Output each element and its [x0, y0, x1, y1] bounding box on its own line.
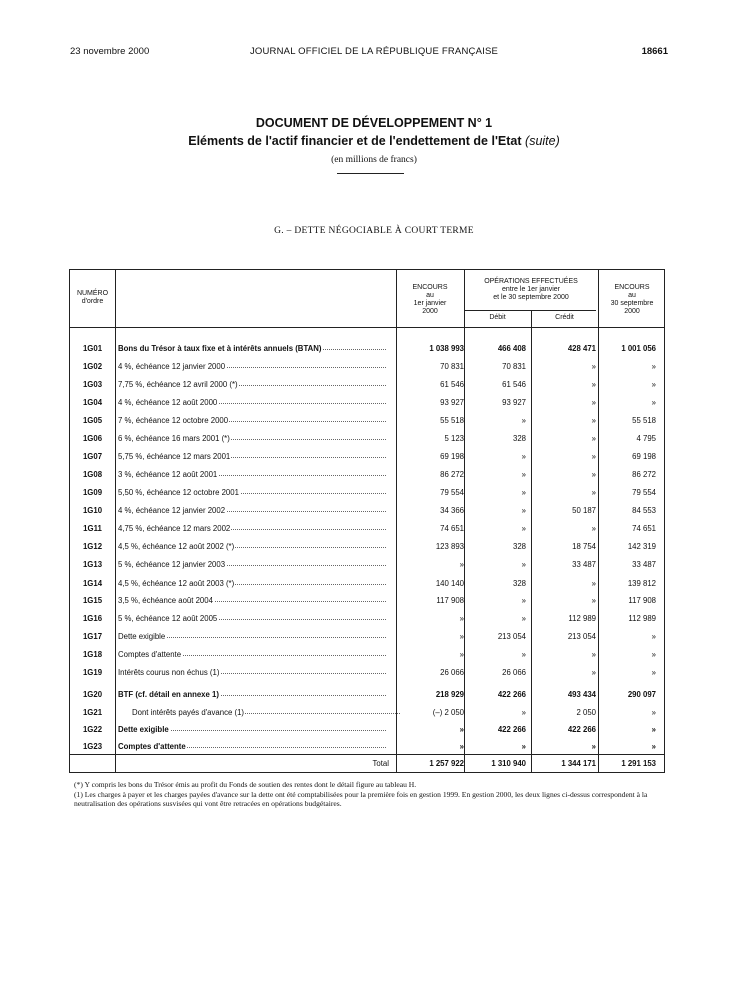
cell-encours: 34 366 [440, 506, 464, 515]
cell-credit: » [591, 398, 596, 407]
cell-encours: 1 038 993 [429, 344, 464, 353]
cell-debit: 61 546 [502, 380, 526, 389]
header-credit: Crédit [555, 314, 574, 321]
row-code: 1G07 [82, 452, 103, 461]
table-row [70, 395, 666, 412]
cell-credit: » [591, 742, 596, 751]
header-encours-fin-line: 2000 [624, 308, 640, 315]
row-label: 4,5 %, échéance 12 août 2002 (*) [118, 542, 386, 551]
row-code: 1G10 [82, 506, 103, 515]
cell-encours: 26 066 [440, 668, 464, 677]
table-row [70, 521, 666, 538]
header-numero [70, 290, 115, 306]
row-code: 1G17 [82, 632, 103, 641]
cell-credit: 33 487 [572, 560, 596, 569]
header-encours-fin-line: ENCOURS [614, 284, 650, 291]
cell-encours-fin: » [651, 362, 656, 371]
table-row [70, 467, 666, 484]
header-encours-debut-line: 2000 [422, 308, 438, 315]
cell-encours-fin: 142 319 [627, 542, 656, 551]
cell-encours: 93 927 [440, 398, 464, 407]
cell-encours: 123 893 [435, 542, 464, 551]
row-code: 1G05 [82, 416, 103, 425]
header-journal-title: JOURNAL OFFICIEL DE LA RÉPUBLIQUE FRANÇAISE [249, 46, 499, 57]
table-row [70, 539, 666, 556]
table-row [70, 413, 666, 430]
cell-debit: » [521, 596, 526, 605]
row-code: 1G11 [83, 524, 102, 533]
row-code: 1G15 [82, 596, 103, 605]
cell-encours-fin: 112 989 [628, 614, 656, 623]
cell-encours-fin: » [651, 380, 656, 389]
row-label: Comptes d'attente [118, 742, 386, 751]
cell-encours-fin: » [651, 668, 656, 677]
section-heading: G. – DETTE NÉGOCIABLE À COURT TERME [274, 226, 474, 236]
table-row [70, 647, 666, 664]
header-encours-fin [598, 284, 666, 316]
cell-encours: » [459, 560, 464, 569]
row-code: 1G06 [82, 434, 103, 443]
cell-debit: 213 054 [497, 632, 526, 641]
row-label: Dont intérêts payés d'avance (1) [132, 708, 400, 717]
cell-encours: » [459, 632, 464, 641]
cell-credit: » [591, 380, 596, 389]
row-code: 1G22 [82, 725, 103, 734]
cell-encours: 79 554 [440, 488, 464, 497]
cell-debit: » [521, 452, 526, 461]
header-numero-line: NUMÉRO [76, 290, 109, 297]
header-debit: Débit [489, 314, 506, 321]
document-subtitle-suffix: (suite) [525, 134, 560, 148]
row-label: Comptes d'attente [118, 650, 386, 659]
row-code: 1G14 [82, 579, 103, 588]
row-label: 7 %, échéance 12 octobre 2000 [118, 416, 386, 425]
cell-encours-fin: 1 001 056 [621, 344, 656, 353]
cell-encours: 86 272 [440, 470, 464, 479]
total-debit: 1 310 940 [491, 759, 526, 768]
cell-encours-fin: » [651, 632, 656, 641]
row-label: 7,75 %, échéance 12 avril 2000 (*) [118, 380, 386, 389]
total-encours-fin: 1 291 153 [621, 759, 656, 768]
table-row [70, 665, 666, 682]
cell-credit: 112 989 [568, 614, 596, 623]
cell-encours: (–) 2 050 [432, 708, 464, 717]
table-row [70, 593, 666, 610]
cell-encours-fin: » [651, 742, 656, 751]
table-row [70, 629, 666, 646]
row-label: Intérêts courus non échus (1) [118, 668, 386, 677]
table-row [70, 431, 666, 448]
table-row [70, 449, 666, 466]
cell-debit: » [521, 560, 526, 569]
cell-encours: 55 518 [440, 416, 464, 425]
cell-debit: 328 [512, 579, 526, 588]
cell-debit: 422 266 [497, 725, 526, 734]
header-divider [70, 327, 664, 328]
cell-encours-fin: 33 487 [632, 560, 656, 569]
cell-encours-fin: 69 198 [632, 452, 656, 461]
cell-encours: » [459, 725, 464, 734]
cell-encours-fin: 86 272 [632, 470, 656, 479]
cell-encours-fin: 74 651 [632, 524, 656, 533]
header-page-number: 18661 [641, 46, 668, 57]
table-row [70, 722, 666, 739]
row-label: 3 %, échéance 12 août 2001 [118, 470, 386, 479]
footnote: (*) Y compris les bons du Trésor émis au profit du Fonds de soutien des rentes dont le détail figure au tableau H. [74, 780, 417, 789]
header-operations-line: entre le 1er janvier [502, 286, 560, 293]
cell-encours: 218 929 [435, 690, 464, 699]
header-encours-fin-line: au [628, 292, 636, 299]
cell-debit: 26 066 [502, 668, 526, 677]
table-row [70, 576, 666, 593]
header-encours-fin-line: 30 septembre [610, 300, 654, 307]
cell-encours-fin: 55 518 [632, 416, 656, 425]
cell-debit: » [521, 470, 526, 479]
row-code: 1G18 [82, 650, 103, 659]
table-row [70, 377, 666, 394]
total-label: Total [372, 759, 389, 768]
row-label: BTF (cf. détail en annexe 1) [118, 690, 386, 699]
cell-encours: 140 140 [435, 579, 464, 588]
row-code: 1G12 [82, 542, 103, 551]
document-subtitle [0, 134, 748, 148]
total-encours: 1 257 922 [429, 759, 464, 768]
table-row [70, 705, 666, 722]
cell-credit: » [591, 579, 596, 588]
title-divider [337, 173, 404, 174]
row-label: Bons du Trésor à taux fixe et à intérêts annuels (BTAN) [118, 344, 386, 353]
cell-debit: » [521, 708, 526, 717]
cell-credit: 2 050 [576, 708, 596, 717]
row-label: 5,50 %, échéance 12 octobre 2001 [118, 488, 386, 497]
header-operations [464, 278, 598, 302]
cell-credit: 493 434 [567, 690, 596, 699]
document-subtitle-text: Eléments de l'actif financier et de l'endettement de l'Etat [188, 134, 522, 148]
cell-encours-fin: » [651, 650, 656, 659]
cell-debit: 328 [512, 434, 526, 443]
row-label: 3,5 %, échéance août 2004 [118, 596, 386, 605]
total-row [70, 756, 666, 773]
table-row [70, 485, 666, 502]
row-code: 1G13 [82, 560, 103, 569]
cell-encours-fin: 290 097 [627, 690, 656, 699]
cell-credit: 428 471 [567, 344, 596, 353]
cell-debit: 466 408 [497, 344, 526, 353]
table-row [70, 557, 666, 574]
row-label: Dette exigible [118, 632, 386, 641]
cell-credit: » [591, 524, 596, 533]
header-encours-debut [396, 284, 464, 316]
row-label: Dette exigible [118, 725, 386, 734]
row-label: 5 %, échéance 12 janvier 2003 [118, 560, 386, 569]
cell-credit: » [591, 362, 596, 371]
cell-encours-fin: » [651, 398, 656, 407]
cell-credit: 50 187 [572, 506, 596, 515]
cell-credit: » [591, 488, 596, 497]
table-row [70, 503, 666, 520]
row-label: 5,75 %, échéance 12 mars 2001 [118, 452, 386, 461]
cell-encours-fin: 84 553 [632, 506, 656, 515]
table-row [70, 611, 666, 628]
cell-encours-fin: » [651, 708, 656, 717]
header-subdivider [464, 310, 596, 311]
cell-encours: 70 831 [440, 362, 464, 371]
cell-encours: » [459, 650, 464, 659]
total-credit: 1 344 171 [561, 759, 596, 768]
cell-debit: 70 831 [502, 362, 526, 371]
cell-encours: 117 908 [436, 596, 464, 605]
cell-credit: » [591, 470, 596, 479]
cell-credit: » [591, 452, 596, 461]
row-code: 1G23 [82, 742, 103, 751]
cell-credit: » [591, 596, 596, 605]
cell-encours-fin: 4 795 [636, 434, 656, 443]
cell-credit: » [591, 416, 596, 425]
row-code: 1G03 [82, 380, 103, 389]
cell-credit: 213 054 [567, 632, 596, 641]
cell-credit: 422 266 [567, 725, 596, 734]
footnote: (1) Les charges à payer et les charges payées d'avance sur la dette ont été comptabilisées pour la première fois en gestion 1999. En gestion 2000, les deux lignes ci-dessus correspondent à la neutralisation des opérations susvisées qui vont être retracées en opérations budgétaires. [74, 790, 648, 808]
row-code: 1G02 [82, 362, 103, 371]
cell-encours: 61 546 [440, 380, 464, 389]
row-label: 4 %, échéance 12 janvier 2000 [118, 362, 386, 371]
cell-encours-fin: 117 908 [628, 596, 656, 605]
units-note: (en millions de francs) [331, 155, 417, 165]
header-date: 23 novembre 2000 [70, 46, 150, 57]
header-operations-line: OPÉRATIONS EFFECTUÉES [484, 278, 578, 285]
cell-encours: » [459, 614, 464, 623]
cell-encours: » [459, 742, 464, 751]
cell-debit: » [521, 614, 526, 623]
row-code: 1G01 [82, 344, 103, 353]
document-title: DOCUMENT DE DÉVELOPPEMENT N° 1 [255, 116, 493, 130]
row-label: 5 %, échéance 12 août 2005 [118, 614, 386, 623]
cell-encours-fin: 79 554 [632, 488, 656, 497]
cell-encours-fin: » [651, 725, 656, 734]
row-code: 1G21 [82, 708, 103, 717]
row-code: 1G04 [82, 398, 103, 407]
cell-debit: 328 [512, 542, 526, 551]
cell-debit: » [521, 742, 526, 751]
row-code: 1G19 [82, 668, 103, 677]
cell-credit: » [591, 650, 596, 659]
cell-encours: 5 123 [444, 434, 464, 443]
row-label: 4 %, échéance 12 août 2000 [118, 398, 386, 407]
row-code: 1G16 [82, 614, 103, 623]
cell-credit: 18 754 [572, 542, 596, 551]
row-label: 4 %, échéance 12 janvier 2002 [118, 506, 386, 515]
cell-credit: » [591, 668, 596, 677]
header-encours-debut-line: ENCOURS [412, 284, 448, 291]
row-code: 1G20 [82, 690, 103, 699]
cell-debit: 422 266 [497, 690, 526, 699]
cell-debit: » [521, 524, 526, 533]
row-code: 1G09 [82, 488, 103, 497]
row-label: 6 %, échéance 16 mars 2001 (*) [118, 434, 386, 443]
header-encours-debut-line: au [426, 292, 434, 299]
cell-encours-fin: 139 812 [627, 579, 656, 588]
debt-table [69, 269, 665, 773]
cell-encours: 74 651 [440, 524, 464, 533]
table-row [70, 341, 666, 358]
cell-debit: 93 927 [502, 398, 526, 407]
row-code: 1G08 [82, 470, 103, 479]
cell-credit: » [591, 434, 596, 443]
header-operations-line: et le 30 septembre 2000 [493, 294, 569, 301]
cell-debit: » [521, 506, 526, 515]
row-label: 4,75 %, échéance 12 mars 2002 [118, 524, 386, 533]
table-row [70, 359, 666, 376]
cell-debit: » [521, 650, 526, 659]
header-numero-line: d'ordre [81, 298, 104, 305]
cell-encours: 69 198 [440, 452, 464, 461]
header-encours-debut-line: 1er janvier [413, 300, 447, 307]
total-divider [70, 754, 664, 755]
cell-debit: » [521, 488, 526, 497]
table-row [70, 687, 666, 704]
cell-debit: » [521, 416, 526, 425]
row-label: 4,5 %, échéance 12 août 2003 (*) [118, 579, 386, 588]
